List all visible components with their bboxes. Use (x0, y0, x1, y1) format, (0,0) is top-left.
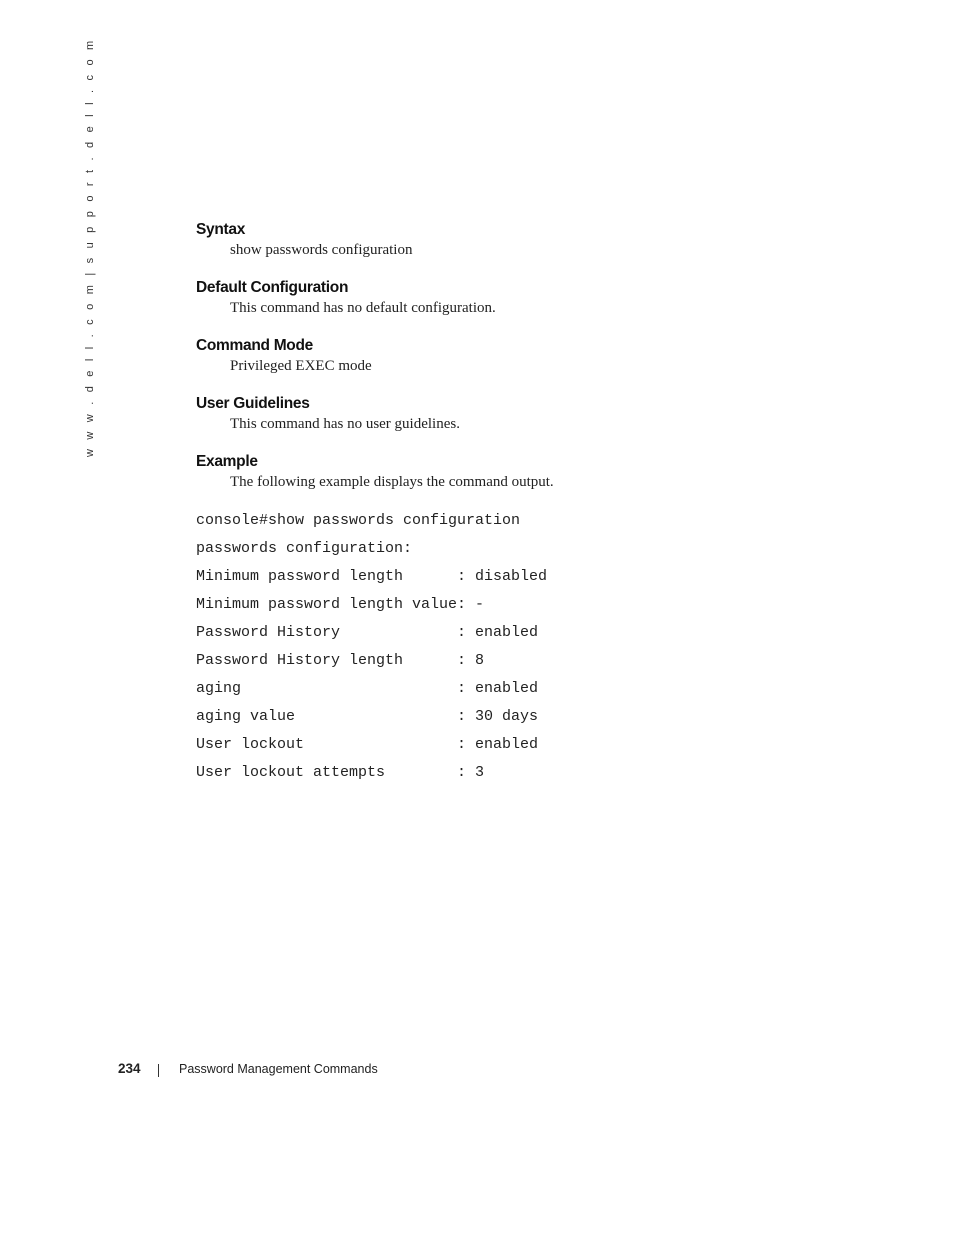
section-heading: Syntax (196, 221, 246, 238)
chapter-title: Password Management Commands (179, 1062, 378, 1076)
console-line: User lockout attempts : 3 (196, 764, 485, 781)
side-url-text: w w w . d e l l . c o m | s u p p o r t . d e l l . c o m (84, 37, 96, 457)
section-text: This command has no user guidelines. (230, 416, 460, 432)
section-default-configuration (196, 277, 836, 318)
console-line: Minimum password length : disabled (196, 568, 548, 585)
section-heading: Command Mode (196, 337, 313, 354)
console-line: console#show passwords configuration (196, 512, 521, 529)
section-text: Privileged EXEC mode (230, 358, 372, 374)
console-line: Minimum password length value: - (196, 596, 485, 613)
console-line: aging value : 30 days (196, 708, 539, 725)
section-text: show passwords configuration (230, 242, 413, 258)
console-output (196, 511, 836, 791)
main-content (196, 219, 836, 791)
console-line: Password History : enabled (196, 624, 539, 641)
console-line: passwords configuration: (196, 540, 413, 557)
console-line: Password History length : 8 (196, 652, 485, 669)
section-heading: User Guidelines (196, 395, 310, 412)
section-syntax (196, 219, 836, 260)
section-user-guidelines (196, 393, 836, 434)
section-text: The following example displays the command output. (230, 474, 554, 490)
section-command-mode (196, 335, 836, 376)
section-heading: Default Configuration (196, 279, 349, 296)
console-line: User lockout : enabled (196, 736, 539, 753)
section-heading: Example (196, 453, 258, 470)
footer-divider (158, 1064, 159, 1077)
page-number: 234 (118, 1061, 141, 1076)
section-text: This command has no default configuration. (230, 300, 496, 316)
console-line: aging : enabled (196, 680, 539, 697)
section-example (196, 451, 836, 492)
